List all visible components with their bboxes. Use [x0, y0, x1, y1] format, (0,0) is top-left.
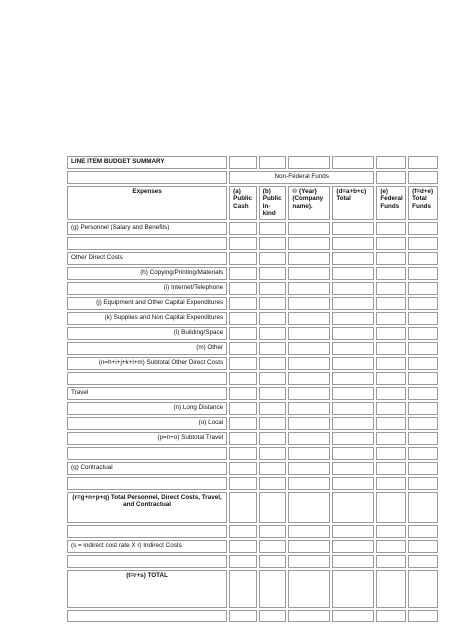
nonfederal-total-header: (d=a+b+c) Total	[332, 186, 374, 220]
company-column-header: © {Year} (Company name).	[288, 186, 330, 220]
row-building: (l) Building/Space	[67, 327, 227, 340]
row-local: (o) Local	[67, 417, 227, 430]
row-subtotal-other-direct: (n=h+i+j+k+l+m) Subtotal Other Direct Costs	[67, 357, 227, 370]
public-inkind-header: (b) Public In-kind	[259, 186, 287, 220]
row-personnel: (g) Personnel (Salary and Benefits)	[67, 222, 227, 235]
row-other-direct-costs: Other Direct Costs	[67, 252, 227, 265]
row-contractual: (q) Contractual	[67, 462, 227, 475]
row-travel: Travel	[67, 387, 227, 400]
line-item-budget-table	[65, 154, 440, 624]
total-funds-header: (f=d+e) Total Funds	[408, 186, 438, 220]
table-title: LINE ITEM BUDGET SUMMARY	[67, 156, 227, 169]
non-federal-funds-header: Non-Federal Funds	[229, 171, 374, 184]
row-supplies: (k) Supplies and Non Capital Expenditures	[67, 312, 227, 325]
row-total-personnel-direct: (r=g+n+p+q) Total Personnel, Direct Costs, Travel, and Contractual	[67, 492, 227, 523]
public-cash-header: (a) Public Cash	[229, 186, 257, 220]
row-other: (m) Other	[67, 342, 227, 355]
row-long-distance: (n) Long Distance	[67, 402, 227, 415]
row-grand-total: (t=r+s) TOTAL	[67, 570, 227, 608]
expenses-header: Expenses	[67, 186, 227, 220]
row-subtotal-travel: (p=n+o) Subtotal Travel	[67, 432, 227, 445]
row-indirect-costs: (s = indirect cost rate X r) Indirect Costs	[67, 540, 227, 553]
row-internet: (i) Internet/Telephone	[67, 282, 227, 295]
row-equipment: (j) Equipment and Other Capital Expenditures	[67, 297, 227, 310]
row-copying: (h) Copying/Printing/Materials	[67, 267, 227, 280]
federal-funds-header: (e) Federal Funds	[376, 186, 406, 220]
